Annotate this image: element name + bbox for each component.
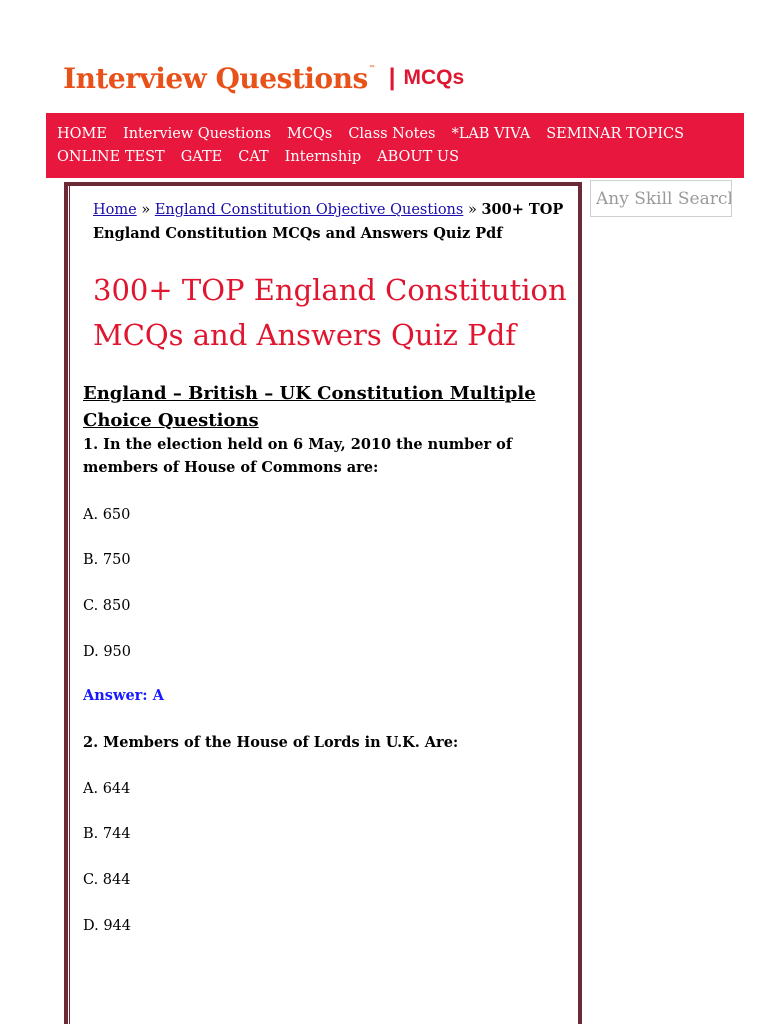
question-1-option-c: C. 850: [83, 598, 131, 614]
nav-item-interview-questions[interactable]: Interview Questions: [122, 125, 272, 142]
logo-text: Interview Questions: [63, 61, 368, 95]
nav-item-cat[interactable]: CAT: [238, 148, 269, 165]
nav-item-about-us[interactable]: ABOUT US: [377, 148, 460, 165]
breadcrumb-current: 300+ TOP England Constitution MCQs and Answers Quiz Pdf: [93, 201, 564, 242]
page-title: 300+ TOP England Constitution MCQs and Answers Quiz Pdf: [93, 273, 567, 352]
breadcrumb-separator: »: [136, 202, 155, 218]
question-2: 2. Members of the House of Lords in U.K. Are:: [83, 734, 459, 751]
logo-separator: |: [388, 64, 396, 91]
question-2-option-d: D. 944: [83, 918, 132, 934]
nav-item-internship[interactable]: Internship: [284, 148, 362, 165]
frame-inner-line: [69, 182, 70, 1024]
nav-item-class-notes[interactable]: Class Notes: [348, 125, 436, 142]
main-nav: [46, 113, 744, 178]
nav-item-online-test[interactable]: ONLINE TEST: [57, 148, 165, 165]
nav-item-lab-viva[interactable]: *LAB VIVA: [451, 125, 531, 142]
question-2-option-a: A. 644: [83, 781, 131, 797]
logo-trademark: ™: [368, 65, 375, 71]
question-1-option-b: B. 750: [83, 552, 131, 568]
breadcrumb-separator: »: [463, 202, 482, 218]
search-input[interactable]: [590, 180, 732, 217]
question-1-option-a: A. 650: [83, 507, 131, 523]
breadcrumb: [93, 198, 573, 246]
nav-item-gate[interactable]: GATE: [180, 148, 223, 165]
breadcrumb-home-link[interactable]: Home: [93, 202, 137, 218]
nav-row-1: [57, 122, 734, 145]
nav-row-2: [57, 145, 734, 168]
nav-item-mcqs[interactable]: MCQs: [287, 125, 333, 142]
question-1: 1. In the election held on 6 May, 2010 the number of members of House of Commons are:: [83, 436, 513, 476]
logo-suffix: MCQs: [403, 66, 465, 89]
question-1-answer: Answer: A: [83, 687, 164, 704]
breadcrumb-category-link[interactable]: England Constitution Objective Questions: [154, 202, 464, 218]
nav-item-home[interactable]: HOME: [57, 125, 107, 142]
question-2-option-b: B. 744: [83, 826, 131, 842]
site-logo[interactable]: [63, 58, 464, 98]
question-2-option-c: C. 844: [83, 872, 131, 888]
section-heading: England – British – UK Constitution Multiple Choice Questions: [83, 383, 536, 431]
nav-item-seminar-topics[interactable]: SEMINAR TOPICS: [546, 125, 685, 142]
question-1-option-d: D. 950: [83, 644, 132, 660]
